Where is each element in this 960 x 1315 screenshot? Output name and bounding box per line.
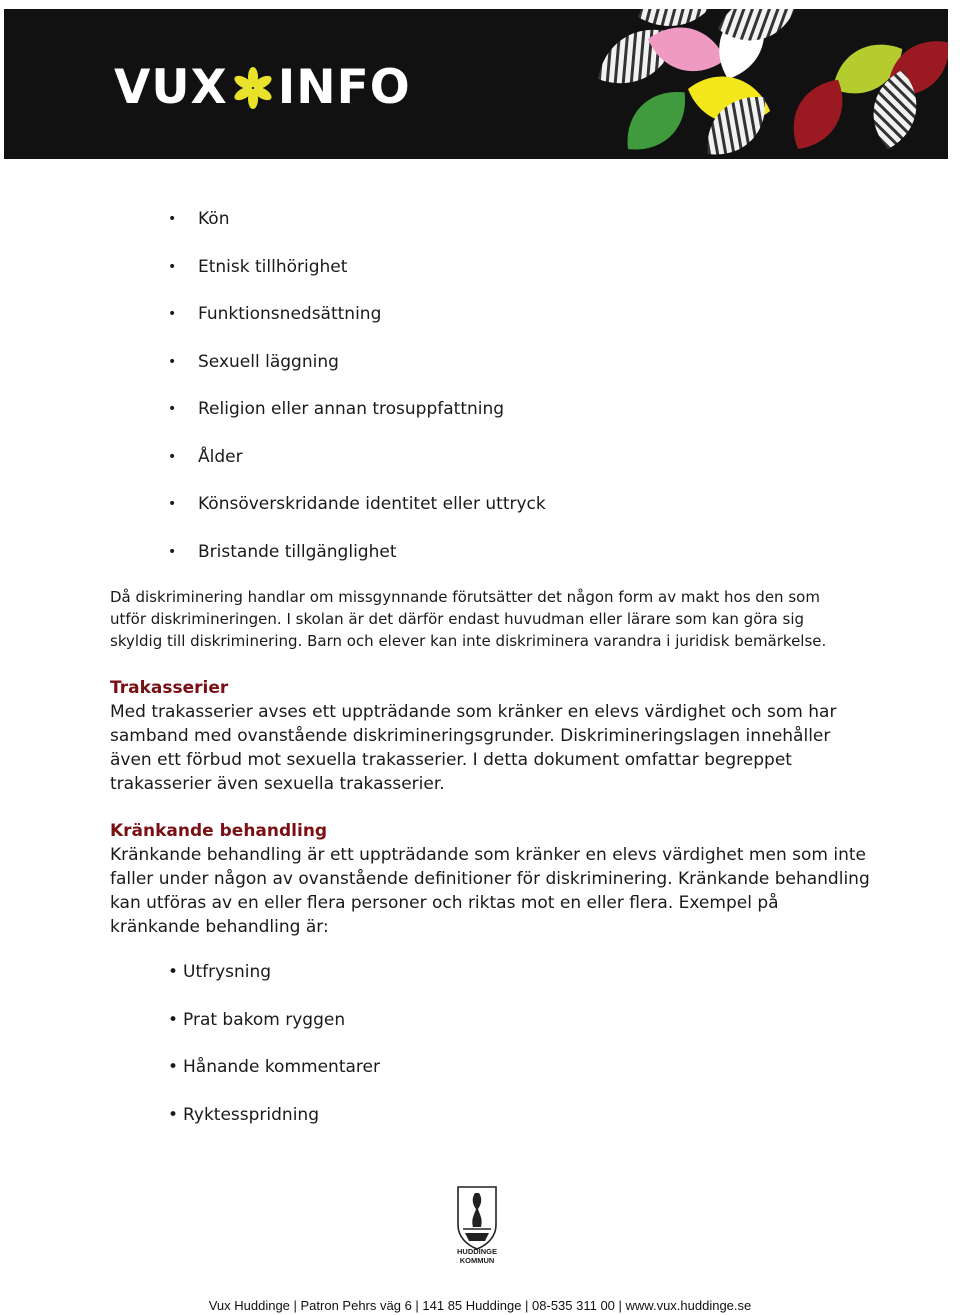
list-item: • Ryktesspridning <box>168 1104 319 1125</box>
list-item-label: Prat bakom ryggen <box>183 1009 346 1030</box>
logo-right-text: INFO <box>277 60 411 115</box>
list-item-label: Ryktesspridning <box>183 1104 319 1125</box>
asterisk-flower-icon <box>231 66 275 110</box>
section-text: Kränkande behandling är ett uppträdande som kränker en elevs värdighet men som inte faller under någon av ovanstående definitioner för diskriminering. Kränkande behandling kan utföras av en eller flera personer och riktas mot en eller flera. Exempel på kränkande behandling är: <box>110 845 870 937</box>
intro-paragraph: Då diskriminering handlar om missgynnande förutsätter det någon form av makt hos den som utför diskrimineringen. I skolan är det därför endast huvudman eller lärare som kan göra sig skyldig till diskriminering. Barn och elever kan inte diskriminera varandra i juridisk bemärkelse. <box>110 588 827 650</box>
examples-list <box>168 961 380 1151</box>
crest-line1: HUDDINGE <box>456 1247 498 1256</box>
degrading-treatment-section <box>110 819 870 939</box>
page-footer: Vux Huddinge | Patron Pehrs väg 6 | 141 85 Huddinge | 08-535 311 00 | www.vux.huddinge.se <box>208 1298 752 1313</box>
list-item: • Funktionsnedsättning <box>168 303 546 351</box>
logo-left-text: VUX <box>114 60 228 115</box>
list-item: • Etnisk tillhörighet <box>168 256 546 304</box>
list-item: • Könsöverskridande identitet eller uttryck <box>168 493 546 541</box>
section-heading: Kränkande behandling <box>110 821 328 841</box>
list-item-label: Hånande kommentarer <box>183 1057 380 1077</box>
discrimination-grounds-list <box>168 208 546 588</box>
list-item: • Bristande tillgänglighet <box>168 541 546 589</box>
list-item: • Ålder <box>168 446 546 494</box>
harassment-section <box>110 676 870 796</box>
crest-line2: KOMMUN <box>459 1256 495 1265</box>
huddinge-kommun-crest <box>451 1185 503 1265</box>
list-item: • Hånande kommentarer <box>168 1057 380 1077</box>
petal-shapes <box>588 9 948 159</box>
list-item: • Utfrysning <box>168 962 272 982</box>
vuxinfo-logo <box>114 60 411 115</box>
section-heading: Trakasserier <box>110 678 229 698</box>
list-item-label: Utfrysning <box>183 962 272 982</box>
list-item: • Prat bakom ryggen <box>168 1009 346 1030</box>
list-item: • Sexuell läggning <box>168 351 546 399</box>
list-item: • Kön <box>168 208 546 256</box>
decorative-petals-graphic <box>588 9 948 159</box>
list-item: • Religion eller annan trosuppfattning <box>168 398 546 446</box>
section-text: Med trakasserier avses ett uppträdande som kränker en elevs värdighet och som har samband med ovanstående diskrimineringsgrunder. Diskrimineringslagen innehåller även ett förbud mot sexuella trakasserier. I detta dokument omfattar begreppet trakasserier även sexuella trakasserier. <box>110 702 837 794</box>
header-banner <box>4 9 948 159</box>
